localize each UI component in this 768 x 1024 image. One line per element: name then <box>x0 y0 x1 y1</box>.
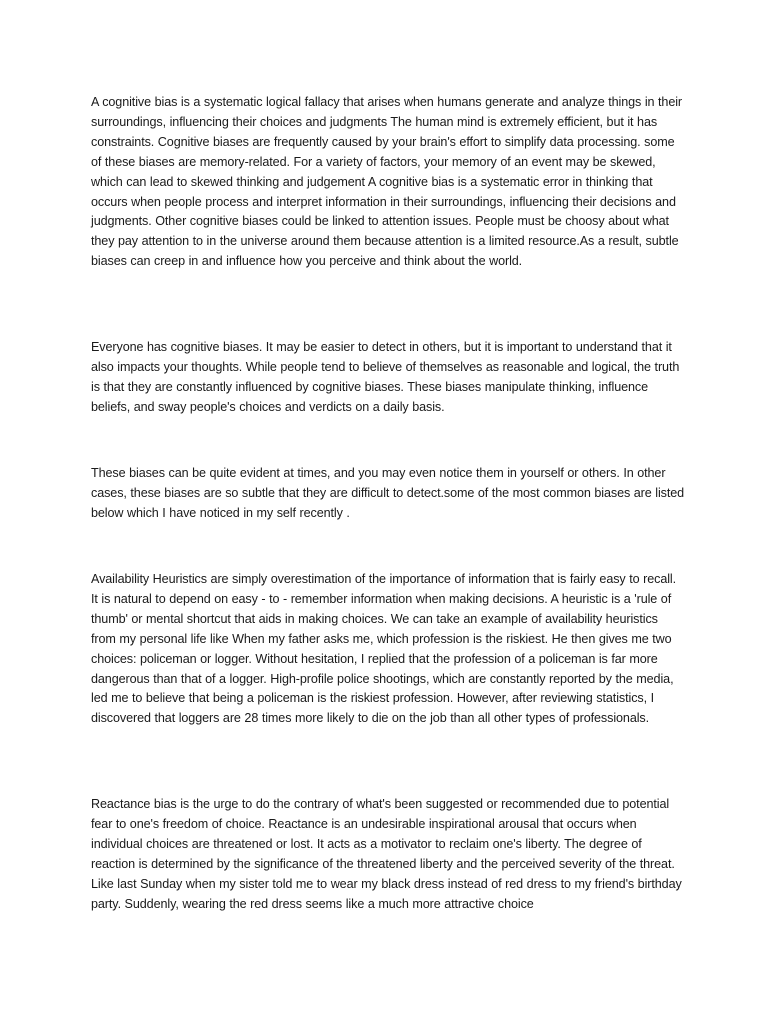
paragraph-reactance-bias: Reactance bias is the urge to do the contrary of what's been suggested or recommended due to potential fear to one's freedom of choice. Reactance is an undesirable inspirational arousal that occurs when individual choices are threatened or lost. It acts as a motivator to reclaim one's liberty. The degree of reaction is determined by the significance of the threatened liberty and the perceived severity of the threat. Like last Sunday when my sister told me to wear my black dress instead of red dress to my friend's birthday party. Suddenly, wearing the red dress seems like a much more attractive choice <box>91 797 682 911</box>
paragraph-everyone-has-biases: Everyone has cognitive biases. It may be easier to detect in others, but it is important to understand that it also impacts your thoughts. While people tend to believe of themselves as reasonable and logical, the truth is that they are constantly influenced by cognitive biases. These biases manipulate thinking, influence beliefs, and sway people's choices and verdicts on a daily basis. <box>91 340 680 414</box>
paragraph-cognitive-bias-definition: A cognitive bias is a systematic logical fallacy that arises when humans generate and analyze things in their surroundings, influencing their choices and judgments The human mind is extremely efficient, but it has constraints. Cognitive biases are frequently caused by your brain's effort to simplify data processing. some of these biases are memory-related. For a variety of factors, your memory of an event may be skewed, which can lead to skewed thinking and judgement A cognitive bias is a systematic error in thinking that occurs when people process and interpret information in their surroundings, influencing their decisions and judgments. Other cognitive biases could be linked to attention issues. People must be choosy about what they pay attention to in the universe around them because attention is a limited resource.As a result, subtle biases can creep in and influence how you perceive and think about the world. <box>91 95 683 269</box>
paragraph-biases-evident: These biases can be quite evident at times, and you may even notice them in yourself or others. In other cases, these biases are so subtle that they are difficult to detect.some of the most common biases are listed below which I have noticed in my self recently . <box>91 466 685 520</box>
paragraph-availability-heuristics: Availability Heuristics are simply overestimation of the importance of information that is fairly easy to recall. It is natural to depend on easy - to - remember information when making decisions. A heuristic is a 'rule of thumb' or mental shortcut that aids in making choices. We can take an example of availability heuristics from my personal life like When my father asks me, which profession is the riskiest. He then gives me two choices: policeman or logger. Without hesitation, I replied that the profession of a policeman is far more dangerous than that of a logger. High-profile police shootings, which are constantly reported by the media, led me to believe that being a policeman is the riskiest profession. However, after reviewing statistics, I discovered that loggers are 28 times more likely to die on the job than all other types of professionals. <box>91 572 677 726</box>
